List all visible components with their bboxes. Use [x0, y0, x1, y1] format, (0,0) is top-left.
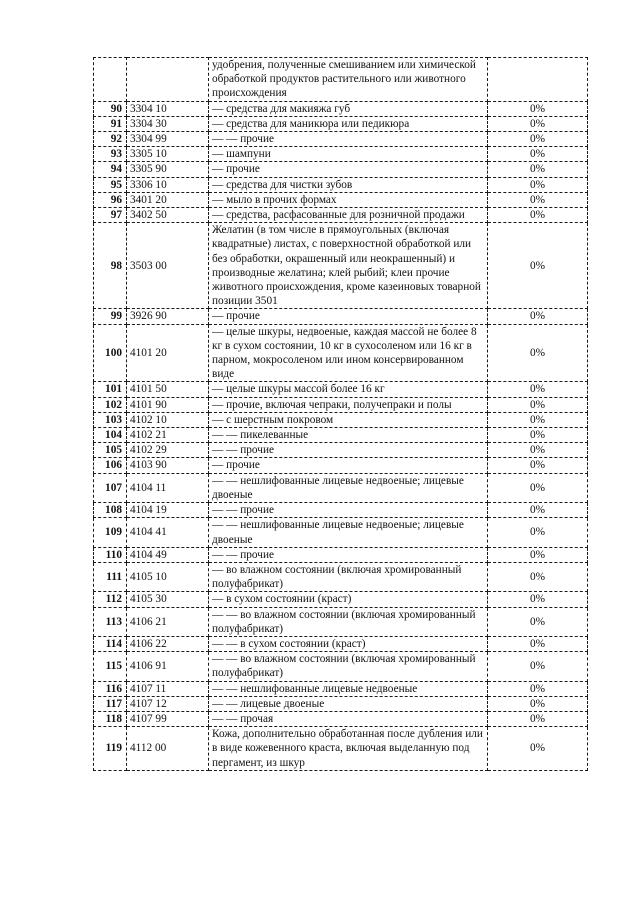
- rate-cell: 0%: [488, 428, 588, 443]
- rate-cell: 0%: [488, 132, 588, 147]
- row-number-cell: 111: [94, 562, 127, 591]
- description-cell: — с шерстным покровом: [209, 412, 488, 427]
- table-row: [94, 681, 588, 696]
- description-cell: — — прочие: [209, 503, 488, 518]
- rate-cell: 0%: [488, 636, 588, 651]
- row-number-cell: 105: [94, 443, 127, 458]
- rate-cell: 0%: [488, 192, 588, 207]
- rate-cell: 0%: [488, 681, 588, 696]
- rate-cell: 0%: [488, 711, 588, 726]
- description-cell: — средства для чистки зубов: [209, 177, 488, 192]
- description-cell: — — нешлифованные лицевые недвоеные; лицевые двоеные: [209, 518, 488, 547]
- row-number-cell: 118: [94, 711, 127, 726]
- row-number-cell: 115: [94, 652, 127, 681]
- table-row: [94, 727, 588, 771]
- description-cell: — средства для макияжа губ: [209, 101, 488, 116]
- row-number-cell: 95: [94, 177, 127, 192]
- row-number-cell: 113: [94, 607, 127, 636]
- table-row: [94, 382, 588, 397]
- tariff-code-cell: 3305 90: [127, 162, 209, 177]
- tariff-code-cell: 4102 10: [127, 412, 209, 427]
- tariff-code-cell: 4104 11: [127, 473, 209, 502]
- description-cell: — — во влажном состоянии (включая хромированный полуфабрикат): [209, 607, 488, 636]
- description-cell: — во влажном состоянии (включая хромированный полуфабрикат): [209, 562, 488, 591]
- tariff-code-cell: 3304 30: [127, 116, 209, 131]
- rate-cell: 0%: [488, 412, 588, 427]
- rate-cell: 0%: [488, 547, 588, 562]
- description-cell: — — прочая: [209, 711, 488, 726]
- table-row: [94, 636, 588, 651]
- rate-cell: 0%: [488, 101, 588, 116]
- tariff-code-cell: 4105 30: [127, 592, 209, 607]
- row-number-cell: 90: [94, 101, 127, 116]
- table-row: [94, 397, 588, 412]
- description-cell: — средства для маникюра или педикюра: [209, 116, 488, 131]
- tariff-code-cell: 4102 21: [127, 428, 209, 443]
- row-number-cell: 91: [94, 116, 127, 131]
- tariff-code-cell: 4101 20: [127, 324, 209, 382]
- tariff-table: [93, 57, 588, 771]
- row-number-cell: 94: [94, 162, 127, 177]
- row-number-cell: 97: [94, 208, 127, 223]
- table-row: [94, 652, 588, 681]
- rate-cell: 0%: [488, 607, 588, 636]
- rate-cell: 0%: [488, 562, 588, 591]
- rate-cell: 0%: [488, 147, 588, 162]
- table-row: [94, 518, 588, 547]
- row-number-cell: 112: [94, 592, 127, 607]
- table-row: [94, 177, 588, 192]
- tariff-code-cell: 4102 29: [127, 443, 209, 458]
- table-row: [94, 458, 588, 473]
- description-cell: — — прочие: [209, 443, 488, 458]
- tariff-code-cell: 4106 22: [127, 636, 209, 651]
- description-cell: — в сухом состоянии (краст): [209, 592, 488, 607]
- rate-cell: 0%: [488, 652, 588, 681]
- row-number-cell: 107: [94, 473, 127, 502]
- rate-cell: 0%: [488, 324, 588, 382]
- row-number-cell: 104: [94, 428, 127, 443]
- table-row: [94, 443, 588, 458]
- table-row: [94, 607, 588, 636]
- tariff-code-cell: 3926 90: [127, 309, 209, 324]
- tariff-code-cell: 4104 49: [127, 547, 209, 562]
- tariff-code-cell: 4101 90: [127, 397, 209, 412]
- description-cell: — прочие: [209, 458, 488, 473]
- table-row: [94, 162, 588, 177]
- description-cell: — — лицевые двоеные: [209, 696, 488, 711]
- table-row: [94, 132, 588, 147]
- description-cell: — — нешлифованные лицевые недвоеные; лицевые двоеные: [209, 473, 488, 502]
- table-row: [94, 58, 588, 102]
- table-row: [94, 192, 588, 207]
- description-cell: — целые шкуры, недвоеные, каждая массой не более 8 кг в сухом состоянии, 10 кг в сухосоленом или 16 кг в парном, мокросоленом или ином консервированном виде: [209, 324, 488, 382]
- description-cell: — шампуни: [209, 147, 488, 162]
- tariff-code-cell: 4105 10: [127, 562, 209, 591]
- rate-cell: 0%: [488, 162, 588, 177]
- row-number-cell: 106: [94, 458, 127, 473]
- row-number-cell: 114: [94, 636, 127, 651]
- table-row: [94, 503, 588, 518]
- tariff-code-cell: 4104 41: [127, 518, 209, 547]
- tariff-code-cell: 4106 21: [127, 607, 209, 636]
- row-number-cell: 100: [94, 324, 127, 382]
- row-number-cell: 103: [94, 412, 127, 427]
- tariff-code-cell: 4107 11: [127, 681, 209, 696]
- rate-cell: 0%: [488, 518, 588, 547]
- description-cell: — — прочие: [209, 547, 488, 562]
- tariff-table-body: [94, 58, 588, 771]
- row-number-cell: 108: [94, 503, 127, 518]
- rate-cell: 0%: [488, 443, 588, 458]
- table-row: [94, 223, 588, 309]
- row-number-cell: 116: [94, 681, 127, 696]
- row-number-cell: 117: [94, 696, 127, 711]
- tariff-code-cell: 3306 10: [127, 177, 209, 192]
- description-cell: Кожа, дополнительно обработанная после дубления или в виде кожевенного краста, включая выделанную под пергамент, из шкур: [209, 727, 488, 771]
- row-number-cell: 119: [94, 727, 127, 771]
- rate-cell: 0%: [488, 382, 588, 397]
- table-row: [94, 562, 588, 591]
- table-row: [94, 116, 588, 131]
- description-cell: — прочие: [209, 162, 488, 177]
- rate-cell: 0%: [488, 177, 588, 192]
- rate-cell: 0%: [488, 473, 588, 502]
- description-cell: — целые шкуры массой более 16 кг: [209, 382, 488, 397]
- table-row: [94, 473, 588, 502]
- table-row: [94, 592, 588, 607]
- tariff-code-cell: 3305 10: [127, 147, 209, 162]
- tariff-code-cell: 3401 20: [127, 192, 209, 207]
- table-row: [94, 324, 588, 382]
- description-cell: удобрения, полученные смешиванием или химической обработкой продуктов растительного или животного происхождения: [209, 58, 488, 102]
- row-number-cell: 96: [94, 192, 127, 207]
- tariff-code-cell: 4103 90: [127, 458, 209, 473]
- row-number-cell: 110: [94, 547, 127, 562]
- rate-cell: 0%: [488, 116, 588, 131]
- tariff-code-cell: 3503 00: [127, 223, 209, 309]
- table-row: [94, 547, 588, 562]
- table-row: [94, 309, 588, 324]
- description-cell: — — прочие: [209, 132, 488, 147]
- description-cell: — — нешлифованные лицевые недвоеные: [209, 681, 488, 696]
- rate-cell: 0%: [488, 503, 588, 518]
- row-number-cell: 109: [94, 518, 127, 547]
- row-number-cell: 92: [94, 132, 127, 147]
- table-row: [94, 711, 588, 726]
- description-cell: — — пикелеванные: [209, 428, 488, 443]
- description-cell: Желатин (в том числе в прямоугольных (включая квадратные) листах, с поверхностной обработкой или без обработки, окрашенный или неокрашенный) и производные желатина; клей рыбий; клеи прочие животного происхождения, кроме казеиновых товарной позиции 3501: [209, 223, 488, 309]
- rate-cell: 0%: [488, 309, 588, 324]
- row-number-cell: [94, 58, 127, 102]
- table-row: [94, 412, 588, 427]
- rate-cell: 0%: [488, 397, 588, 412]
- tariff-code-cell: 4107 99: [127, 711, 209, 726]
- tariff-code-cell: 3304 10: [127, 101, 209, 116]
- rate-cell: 0%: [488, 727, 588, 771]
- tariff-code-cell: 4107 12: [127, 696, 209, 711]
- row-number-cell: 102: [94, 397, 127, 412]
- tariff-code-cell: 4104 19: [127, 503, 209, 518]
- row-number-cell: 99: [94, 309, 127, 324]
- description-cell: — мыло в прочих формах: [209, 192, 488, 207]
- row-number-cell: 93: [94, 147, 127, 162]
- table-row: [94, 208, 588, 223]
- tariff-code-cell: 3402 50: [127, 208, 209, 223]
- description-cell: — прочие: [209, 309, 488, 324]
- table-row: [94, 101, 588, 116]
- table-row: [94, 428, 588, 443]
- row-number-cell: 101: [94, 382, 127, 397]
- description-cell: — — в сухом состоянии (краст): [209, 636, 488, 651]
- rate-cell: 0%: [488, 223, 588, 309]
- row-number-cell: 98: [94, 223, 127, 309]
- rate-cell: [488, 58, 588, 102]
- description-cell: — — во влажном состоянии (включая хромированный полуфабрикат): [209, 652, 488, 681]
- description-cell: — прочие, включая чепраки, получепраки и полы: [209, 397, 488, 412]
- tariff-code-cell: [127, 58, 209, 102]
- table-row: [94, 147, 588, 162]
- tariff-code-cell: 4112 00: [127, 727, 209, 771]
- tariff-code-cell: 4101 50: [127, 382, 209, 397]
- rate-cell: 0%: [488, 592, 588, 607]
- tariff-code-cell: 3304 99: [127, 132, 209, 147]
- tariff-code-cell: 4106 91: [127, 652, 209, 681]
- table-row: [94, 696, 588, 711]
- description-cell: — средства, расфасованные для розничной продажи: [209, 208, 488, 223]
- rate-cell: 0%: [488, 696, 588, 711]
- rate-cell: 0%: [488, 208, 588, 223]
- rate-cell: 0%: [488, 458, 588, 473]
